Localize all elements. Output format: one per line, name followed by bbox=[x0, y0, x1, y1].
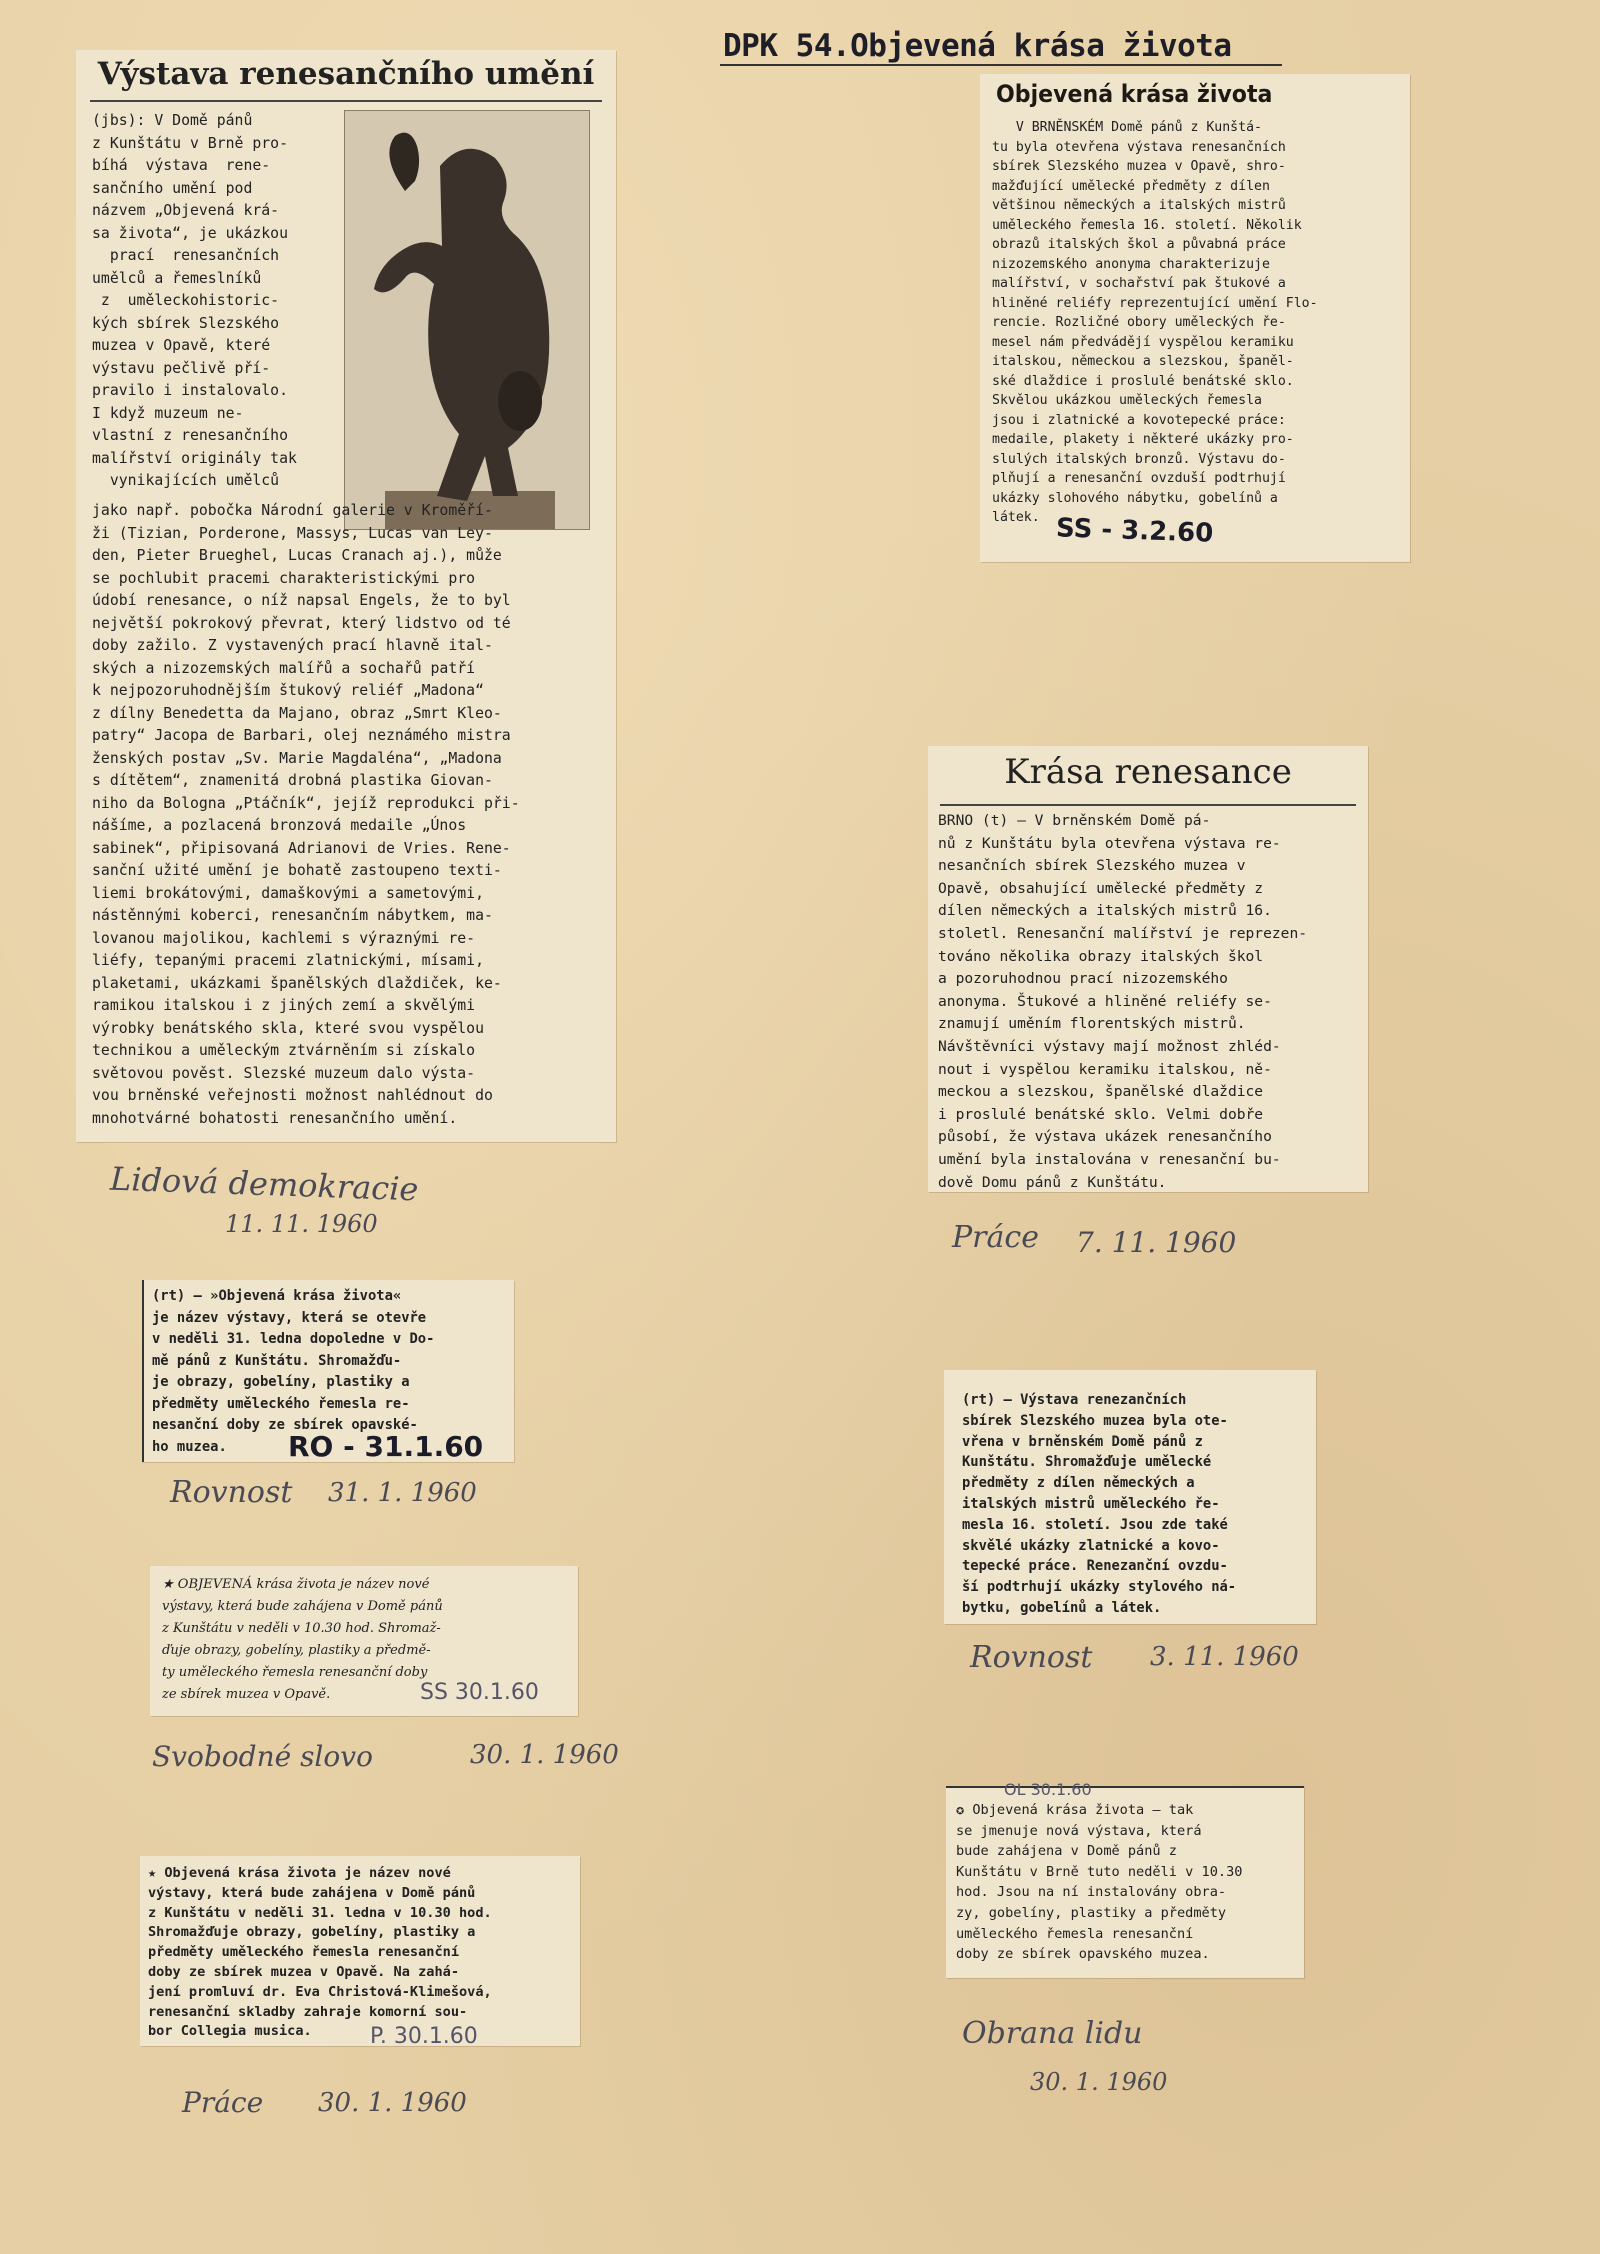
source-date: 7. 11. 1960 bbox=[1076, 1226, 1237, 1259]
source-date: 31. 1. 1960 bbox=[328, 1478, 477, 1508]
source-label: Práce bbox=[182, 2086, 264, 2119]
title-rule bbox=[90, 100, 602, 102]
clipping-obrana-lidu bbox=[946, 1786, 1304, 1978]
handwritten-stamp: RO - 31.1.60 bbox=[288, 1430, 484, 1463]
statue-photo bbox=[344, 110, 590, 530]
page-heading: DPK 54.Objevená krása života bbox=[723, 28, 1232, 64]
handwritten-stamp: OL 30.1.60 bbox=[1004, 1780, 1092, 1799]
clipping-title: Krása renesance bbox=[1004, 752, 1292, 792]
title-rule bbox=[940, 804, 1356, 806]
clipping-vystava bbox=[76, 50, 616, 1142]
source-date: 3. 11. 1960 bbox=[1150, 1642, 1299, 1672]
falconer-statue-image bbox=[345, 111, 589, 529]
clipping-krasa bbox=[928, 746, 1368, 1192]
clipping-objevena-top bbox=[980, 74, 1410, 562]
article-text: ✪ Objevená krása života — tak se jmenuje nová výstava, která bude zahájena v Domě pánů z Kunštátu v Brně tuto neděli v 10.30 hod. Jsou na ní instalovány obra- zy, gobelíny, plastiky a předměty uměleckého řemesla renesanční doby ze sbírek opavského muzea. bbox=[956, 1802, 1243, 1963]
source-date: 30. 1. 1960 bbox=[1030, 2068, 1168, 2096]
heading-underline bbox=[720, 64, 1282, 66]
source-label: Obrana lidu bbox=[962, 2016, 1143, 2051]
article-text: ★ OBJEVENÁ krása života je název nové výstavy, která bude zahájena v Domě pánů z Kunštátu v neděli v 10.30 hod. Shromaž- ďuje obrazy, gobelíny, plastiky a předmě- ty uměleckého řemesla renesanční doby ze sbírek muzea v Opavě. bbox=[162, 1577, 443, 1702]
source-label: Lidová demokracie bbox=[109, 1159, 420, 1209]
clipping-objevena-star bbox=[140, 1856, 580, 2046]
article-text: (rt) — »Objevená krása života« je název výstavy, která se otevře v neděli 31. ledna dopoledne v Do- mě pánů z Kunštátu. Shromažďu- je obrazy, gobelíny, plastiky a předměty uměleckého řemesla re- nesanční doby ze sbírek opavské- ho muzea. bbox=[152, 1288, 435, 1455]
source-date: 11. 11. 1960 bbox=[225, 1210, 378, 1238]
handwritten-stamp: SS 30.1.60 bbox=[420, 1680, 539, 1705]
article-text-bottom: jako např. pobočka Národní galerie v Kroměří- ži (Tizian, Porderone, Massys, Lucas van Ley- den, Pieter Brueghel, Lucas Cranach aj.), může se pochlubit pracemi charakteristickými pro údobí renesance, o níž napsal Engels, že to byl největší pokrokový převrat, který lidstvo od té doby zažilo. Z vystavených prací hlavně ital- ských a nizozemských malířů a sochařů patří k nejpozoruhodnějším štukový reliéf „Madona“ z dílny Benedetta da Majano, obraz „Smrt Kleo- patry“ Jacopa de Barbari, olej neznámého mistra ženských postav „Sv. Marie Magdaléna“, „Madona s dítětem“, znamenitá drobná plastika Giovan- niho da Bologna „Ptáčník“, jejíž reprodukci při- nášíme, a pozlacená bronzová medaile „Únos sabinek“, připisovaná Adrianovi de Vries. Rene- sanční užité umění je bohatě zastoupeno texti- liemi brokátovými, damaškovými a sametovými, nástěnnými koberci, renesančním nábytkem, ma- lovanou majolikou, kachlemi s výraznými re- liéfy, tepanými pracemi zlatnickými, mísami, plaketami, ukázkami španělských dlaždiček, ke- ramikou italskou i z jiných zemí a skvělými výrobky benátského skla, které svou vyspělou technikou a uměleckým ztvárněním si získalo světovou pověst. Slezské muzeum dalo výsta- vou brněnské veřejnosti možnost nahlédnout do mnohotvárné bohatosti renesančního umění. bbox=[92, 502, 520, 1127]
source-date: 30. 1. 1960 bbox=[470, 1740, 619, 1770]
article-text: (rt) — Výstava renezančních sbírek Slezského muzea byla ote- vřena v brněnském Domě pánů z Kunštátu. Shromažďuje umělecké předměty z dílen německých a italských mistrů uměleckého ře- mesla 16. století. Jsou zde také skvělé ukázky zlatnické a kovo- tepecké práce. Renezanční ovzdu- ší podtrhují ukázky stylového ná- bytku, gobelínů a látek. bbox=[962, 1392, 1237, 1616]
source-label: Svobodné slovo bbox=[152, 1740, 373, 1773]
clipping-title: Objevená krása života bbox=[996, 80, 1273, 108]
source-label: Rovnost bbox=[970, 1640, 1093, 1675]
handwritten-stamp: P. 30.1.60 bbox=[370, 2024, 478, 2049]
clipping-rt-vystava bbox=[944, 1370, 1316, 1624]
handwritten-stamp: SS - 3.2.60 bbox=[1055, 513, 1214, 549]
source-date: 30. 1. 1960 bbox=[318, 2088, 467, 2118]
clipping-title: Výstava renesančního umění bbox=[97, 56, 595, 92]
source-label: Rovnost bbox=[170, 1475, 293, 1510]
article-text: ★ Objevená krása života je název nové výstavy, která bude zahájena v Domě pánů z Kunštátu v neděli 31. ledna v 10.30 hod. Shromažďuje obrazy, gobelíny, plastiky a předměty uměleckého řemesla renesanční doby ze sbírek muzea v Opavě. Na zahá- jení promluví dr. Eva Christová-Klimešová, renesanční skladby zahraje komorní sou- bor Collegia musica. bbox=[148, 1865, 492, 2040]
source-label: Práce bbox=[952, 1220, 1039, 1255]
article-text: V BRNĚNSKÉM Domě pánů z Kunštá- tu byla otevřena výstava renesančních sbírek Slezského muzea v Opavě, shro- mažďující umělecké předměty z dílen většinou německých a italských mistrů uměleckého řemesla 16. století. Několik obrazů italských škol a půvabná práce nizozemského anonyma charakterizuje malířství, v sochařství pak štukové a hliněné reliéfy reprezentující umění Flo- rencie. Rozličné obory uměleckých ře- mesel nám předvádějí vyspělou keramiku italskou, německou a slezskou, španěl- ské dlaždice i proslulé benátské sklo. Skvělou ukázkou uměleckých řemesla jsou i zlatnické a kovotepecké práce: medaile, plakety i některé ukázky pro- slulých italských bronzů. Výstavu do- plňují a renesanční ovzduší podtrhují ukázky slohového nábytku, gobelínů a látek. bbox=[992, 120, 1318, 525]
article-text: BRNO (t) — V brněnském Domě pá- nů z Kunštátu byla otevřena výstava re- nesančních sbírek Slezského muzea v Opavě, obsahující umělecké předměty z dílen německých a italských mistrů 16. stoletl. Renesanční malířství je reprezen- továno několika obrazy italských škol a pozoruhodnou prací nizozemského anonyma. Štukové a hliněné reliéfy se- znamují uměním florentských mistrů. Návštěvníci výstavy mají možnost zhléd- nout i vyspělou keramiku italskou, ně- meckou a slezskou, španělské dlaždice i proslulé benátské sklo. Velmi dobře působí, že výstava ukázek renesančního umění byla instalována v renesanční bu- dově Domu pánů z Kunštátu. bbox=[938, 812, 1308, 1191]
article-text-top: (jbs): V Domě pánů z Kunštátu v Brně pro- bíhá výstava rene- sančního umění pod názvem „Objevená krá- sa života“, je ukázkou prací renesančních umělců a řemeslníků z uměleckohistoric- kých sbírek Slezského muzea v Opavě, které výstavu pečlivě pří- pravilo i instalovalo. I když muzeum ne- vlastní z renesančního malířství originály tak vynikajících umělců bbox=[92, 112, 297, 489]
